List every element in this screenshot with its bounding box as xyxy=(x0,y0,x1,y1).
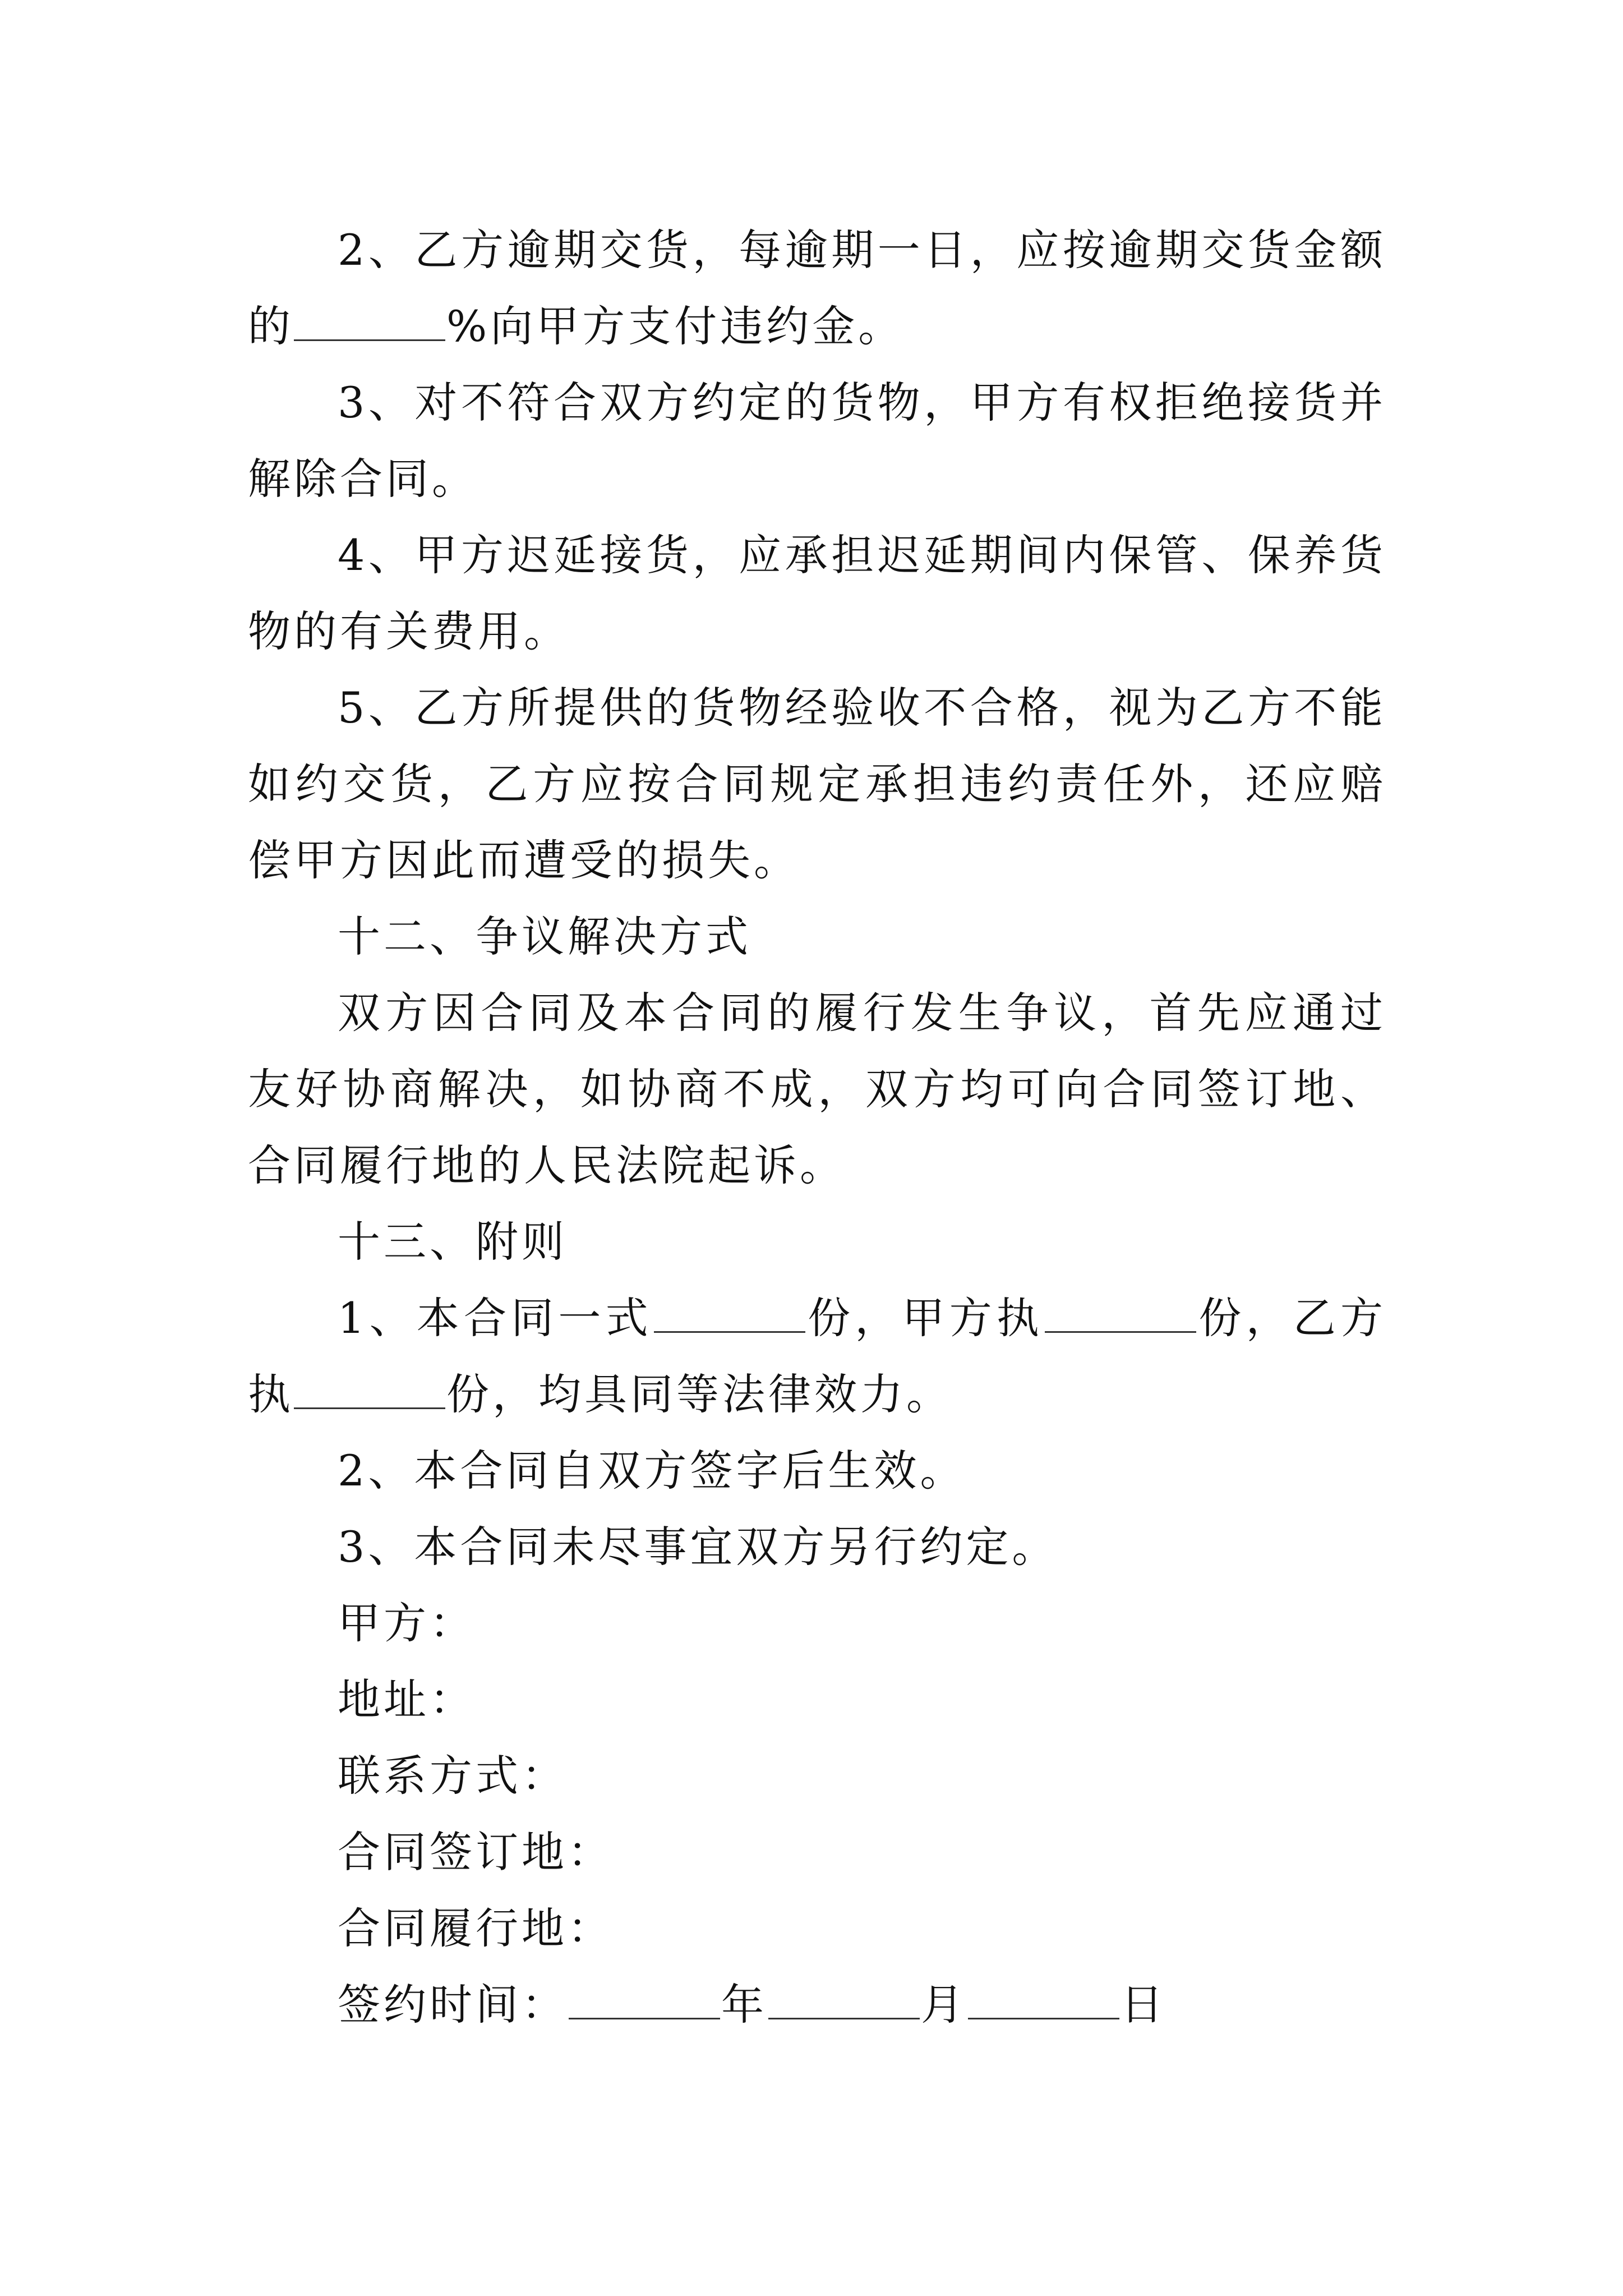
copies-text-b: 份，甲方执 xyxy=(806,1293,1044,1343)
clause-3-reject-goods: 3、对不符合双方约定的货物，甲方有权拒绝接货并解除合同。 xyxy=(248,378,1386,504)
perform-place-label: 合同履行地： xyxy=(338,1903,614,1953)
supplementary-clause-3: 3、本合同未尽事宜双方另行约定。 xyxy=(338,1522,1058,1572)
supplementary-clause-1 xyxy=(248,1280,1386,1433)
perform-place-field xyxy=(248,1890,1386,1967)
month-blank xyxy=(768,1984,920,2019)
clause-2-tail: %向甲方支付违约金。 xyxy=(446,301,905,351)
clause-2-late-delivery xyxy=(248,212,1386,365)
penalty-rate-blank xyxy=(294,306,445,341)
document-body xyxy=(248,212,1386,2043)
section-heading-dispute: 十二、争议解决方式 xyxy=(338,912,751,961)
year-label: 年 xyxy=(721,1980,767,2030)
dispute-resolution-text: 双方因合同及本合同的履行发生争议，首先应通过友好协商解决，如协商不成，双方均可向合同签订地、合同履行地的人民法院起诉。 xyxy=(248,988,1386,1190)
month-label: 月 xyxy=(921,1980,967,2030)
clause-5-failed-inspection: 5、乙方所提供的货物经验收不合格，视为乙方不能如约交货，乙方应按合同规定承担违约责任外，还应赔偿甲方因此而遭受的损失。 xyxy=(248,683,1386,885)
sign-time-label: 签约时间： xyxy=(338,1980,568,2030)
copies-text-c: 份，乙方执 xyxy=(248,1293,1387,1419)
contact-label: 联系方式： xyxy=(338,1751,568,1801)
sign-place-label: 合同签订地： xyxy=(338,1827,614,1877)
address-label: 地址： xyxy=(338,1674,476,1724)
party-a-copies-blank xyxy=(1045,1297,1196,1333)
clause-4-delayed-acceptance: 4、甲方迟延接货，应承担迟延期间内保管、保养货物的有关费用。 xyxy=(248,530,1386,656)
year-blank xyxy=(569,1984,720,2019)
total-copies-blank xyxy=(654,1297,805,1333)
sign-place-field xyxy=(248,1814,1386,1890)
party-a-label: 甲方： xyxy=(338,1598,476,1648)
sign-time-field xyxy=(248,1967,1386,2043)
supplementary-clause-2: 2、本合同自双方签字后生效。 xyxy=(338,1446,966,1496)
section-heading-supplementary: 十三、附则 xyxy=(338,1217,568,1267)
party-b-copies-blank xyxy=(294,1374,445,1409)
day-blank xyxy=(968,1984,1119,2019)
party-a-field xyxy=(248,1585,1386,1662)
clause-2-text: 2、乙方逾期交货，每逾期一日，应按逾期交货金额的 xyxy=(248,225,1386,351)
day-label: 日 xyxy=(1121,1980,1166,2030)
copies-text-a: 1、本合同一式 xyxy=(338,1293,653,1343)
contact-field xyxy=(248,1738,1386,1814)
address-field xyxy=(248,1662,1386,1738)
copies-text-d: 份，均具同等法律效力。 xyxy=(446,1369,952,1419)
